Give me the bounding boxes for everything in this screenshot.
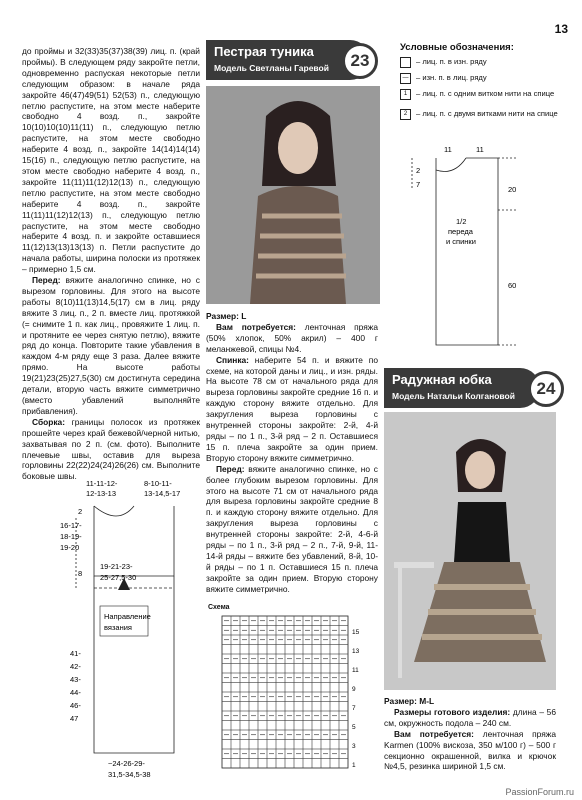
model24-number-badge: 24 [528, 371, 564, 407]
model24-photo [384, 412, 556, 690]
direction-label-2: вязания [104, 623, 132, 632]
model23-number-badge: 23 [342, 43, 378, 79]
dim-left-a: 2 [416, 166, 421, 175]
model23-photo-illustration [206, 86, 380, 304]
legend [400, 42, 560, 129]
model24-title: Радужная юбка [392, 372, 492, 387]
dim-mid2: 25-27,5-30 [100, 573, 137, 582]
legend-text: – лиц. п. с одним витком нити на спице [416, 89, 555, 98]
chart-row-label: 5 [352, 724, 356, 731]
materials-text: ленточная пряжа (50% хлопок, 50% акрил) – 400 г меланжевой, спицы №4. [206, 321, 378, 354]
dim-top-b: 11 [476, 145, 484, 154]
back-heading: Спинка: [216, 354, 249, 365]
front-text: вяжите аналогично спинке, но с вырезом горловины. Для этого на высоте работы 8(10)11(13)14,5(17) см в лиц. ряду вяжите 3 лиц. п., 2 п. вместе лиц. протяжкой (= снимите 1 п. как лиц., провяжите 1 лиц. п. и протяните ее через снятую петлю), вяжите ряд до конца. Повторите такие убавления в каждом 4-м ряду еще 3 раза. Далее вяжите прямо. На высоте работы 19(21)23(25)27,5(30) см достигнута середина детали, вторую часть вяжите симметрично (вместо убавлений выполняйте прибавления). [22, 275, 200, 416]
model24-subtitle: Модель Натальи Колгановой [392, 391, 515, 401]
chart-row-label: 11 [352, 667, 359, 674]
dim-l1: 2 [78, 507, 83, 516]
center-label-2: переда [448, 227, 473, 236]
front-heading: Перед: [216, 463, 245, 474]
dim-bot2: 31,5-34,5-38 [108, 770, 151, 779]
model24-photo-illustration [384, 412, 556, 690]
dimensions-heading: Размеры готового изделия: [394, 706, 511, 717]
materials-text: ленточная пряжа Karmen (100% вискоза, 350 м/100 г) – 500 г секционно окрашенной, вилка и крючок №4,5, резинка шириной 1,5 см. [384, 728, 556, 772]
assembly-heading: Сборка: [32, 416, 65, 427]
dim-right-a: 20 [508, 185, 517, 194]
dim-top1b: 12-13-13 [86, 489, 117, 498]
model24-dimensions [384, 707, 556, 729]
model24-banner [384, 368, 540, 408]
model24-materials [384, 729, 556, 773]
page-number: 13 [554, 22, 568, 36]
dim-l3: 18-19- [60, 532, 82, 541]
chart-row-label: 15 [352, 629, 360, 636]
chart-row-label: 9 [352, 686, 356, 693]
size-value: M-L [416, 696, 435, 706]
pattern-diagram-left [56, 478, 206, 780]
legend-text: – изн. п. в лиц. ряду [416, 73, 487, 82]
dim-l2: 16-17- [60, 521, 82, 530]
dim-l4: 19-20 [60, 543, 80, 552]
legend-item [400, 57, 560, 73]
model23-photo [206, 86, 380, 304]
dim-bot1: ~24-26-29- [108, 759, 145, 768]
one-wrap-symbol-icon: 1 [400, 89, 411, 100]
legend-title: Условные обозначения: [400, 42, 514, 53]
model23-materials [206, 322, 378, 355]
legend-text: – лиц. п. с двумя витками нити на спице [416, 109, 558, 118]
dim-left-b: 7 [416, 180, 421, 189]
model23-size [206, 311, 378, 322]
model24-size [384, 696, 556, 707]
chart-row-label: 13 [352, 648, 360, 655]
model24-text [384, 696, 556, 772]
model23-subtitle: Модель Светланы Гаревой [214, 63, 329, 73]
two-wrap-symbol-icon: 2 [400, 109, 411, 120]
knit-symbol-icon [400, 57, 411, 68]
size-label: Размер: [384, 696, 417, 706]
legend-item [400, 109, 560, 129]
scheme-label: Схема [208, 604, 230, 611]
chart-row-label: 7 [352, 705, 356, 712]
model23-back [206, 355, 378, 464]
dim-left3: 43- [70, 675, 81, 684]
dim-left5: 46- [70, 701, 81, 710]
dim-right-b: 60 [508, 281, 517, 290]
legend-item [400, 89, 560, 109]
purl-symbol-icon: — [400, 73, 411, 84]
dim-left2: 42- [70, 662, 81, 671]
dim-left6: 47 [70, 714, 79, 723]
paragraph-front [22, 275, 200, 417]
left-column-text [22, 46, 200, 482]
direction-label-1: Направление [104, 612, 151, 621]
materials-heading: Вам потребуется: [216, 321, 296, 332]
legend-item [400, 73, 560, 89]
center-label-3: и спинки [446, 237, 476, 246]
knitting-chart [220, 614, 370, 782]
pattern-diagram-right [400, 140, 530, 350]
size-value: L [238, 311, 247, 321]
model23-text [206, 311, 378, 595]
legend-text: – лиц. п. в изн. ряду [416, 57, 487, 66]
back-text: наберите 54 п. и вяжите по схеме, на которой даны и лиц., и изн. ряды. На высоте 78 см от начального ряда для выреза горловины закройте средние 16 п. и каждую сторону вяжите отдельно. Для закругления выреза горловины с внутренней стороны закройте: 2-й, 4-й ряды – по 1 п., 3-й ряд – 2 п. Оставшиеся 15 п. плеча закройте за один прием. Вторую сторону вяжите симметрично. [206, 354, 378, 463]
materials-heading: Вам потребуется: [394, 728, 474, 739]
dim-left1: 41- [70, 649, 81, 658]
dim-top2: 8-10-11- [144, 479, 172, 488]
size-label: Размер: [206, 311, 239, 321]
paragraph: до проймы и 32(33)35(37)38(39) лиц. п. (край проймы). В следующем ряду закройте петли, одновременно распуская некоторые петли следующим образом: в начале ряда закройте 46(47)49(51) 52(53) п., следующую петлю распустите, на этом месте наберите свободно 4 возд. п., закройте 10(10)10(10)11(11) п., следующую петлю распустите, на этом месте свободно наберите 4 возд. п., закройте 14(14)14(14) 15(16) п., следующую петлю распустите, на этом месте свободно наберите 4 возд. п., закройте 11(11)11(12)12(13) п., следующую петлю распустите, на этом месте свободно наберите 4 возд. п., закройте 11(11)11(12)12(13) п., следующую петлю распустите, на этом месте свободно наберите 4 возд. п. и закройте оставшиеся 11(12)13(13)13(13) п. Петли распустите до начала работы, ширина полоски из протяжек – примерно 1,5 см. [22, 46, 200, 275]
front-text: вяжите аналогично спинке, но с более глубоким вырезом горловины. Для этого на высоте 71 см от начального ряда для выреза горловины закройте средние 8 п. и каждую сторону вяжите отдельно. Для закругления выреза горловины с внутренней стороны закройте: 2-й, 4-6-й ряды – по 1 п., 3-й ряд – 2 п., 7-й, 9-й, 11-14-й ряды – вяжите без убавлений, 8-й, 10-й ряды – по 1 п. Оставшиеся 15 п. плеча закройте за один прием. Вторую сторону вяжите симметрично. [206, 463, 378, 594]
chart-row-label: 3 [352, 743, 356, 750]
center-label-1: 1/2 [456, 217, 467, 226]
model23-front [206, 464, 378, 595]
dim-top2b: 13-14,5-17 [144, 489, 181, 498]
chart-row-label: 1 [352, 762, 356, 769]
front-heading: Перед: [32, 275, 61, 286]
dim-mid1: 19-21-23- [100, 562, 133, 571]
dim-l5: 8 [78, 569, 83, 578]
watermark: PassionForum.ru [505, 787, 574, 797]
dim-top1: 11-11-12- [86, 479, 118, 488]
paragraph-assembly [22, 417, 200, 482]
dim-left4: 44- [70, 688, 81, 697]
dim-top-a: 11 [444, 145, 452, 154]
model23-title: Пестрая туника [214, 44, 314, 59]
assembly-text: границы полосок из протяжек прошейте через край бежевой/черной нитью, захватывая по 2 п. (см. фото). Выполните плечевые швы, оставив для выреза горловины 22(22)24(24)26(26) см. Выполните боковые швы. [22, 416, 200, 482]
dimensions-text: длина – 56 см, окружность подола – 240 см. [384, 706, 556, 728]
